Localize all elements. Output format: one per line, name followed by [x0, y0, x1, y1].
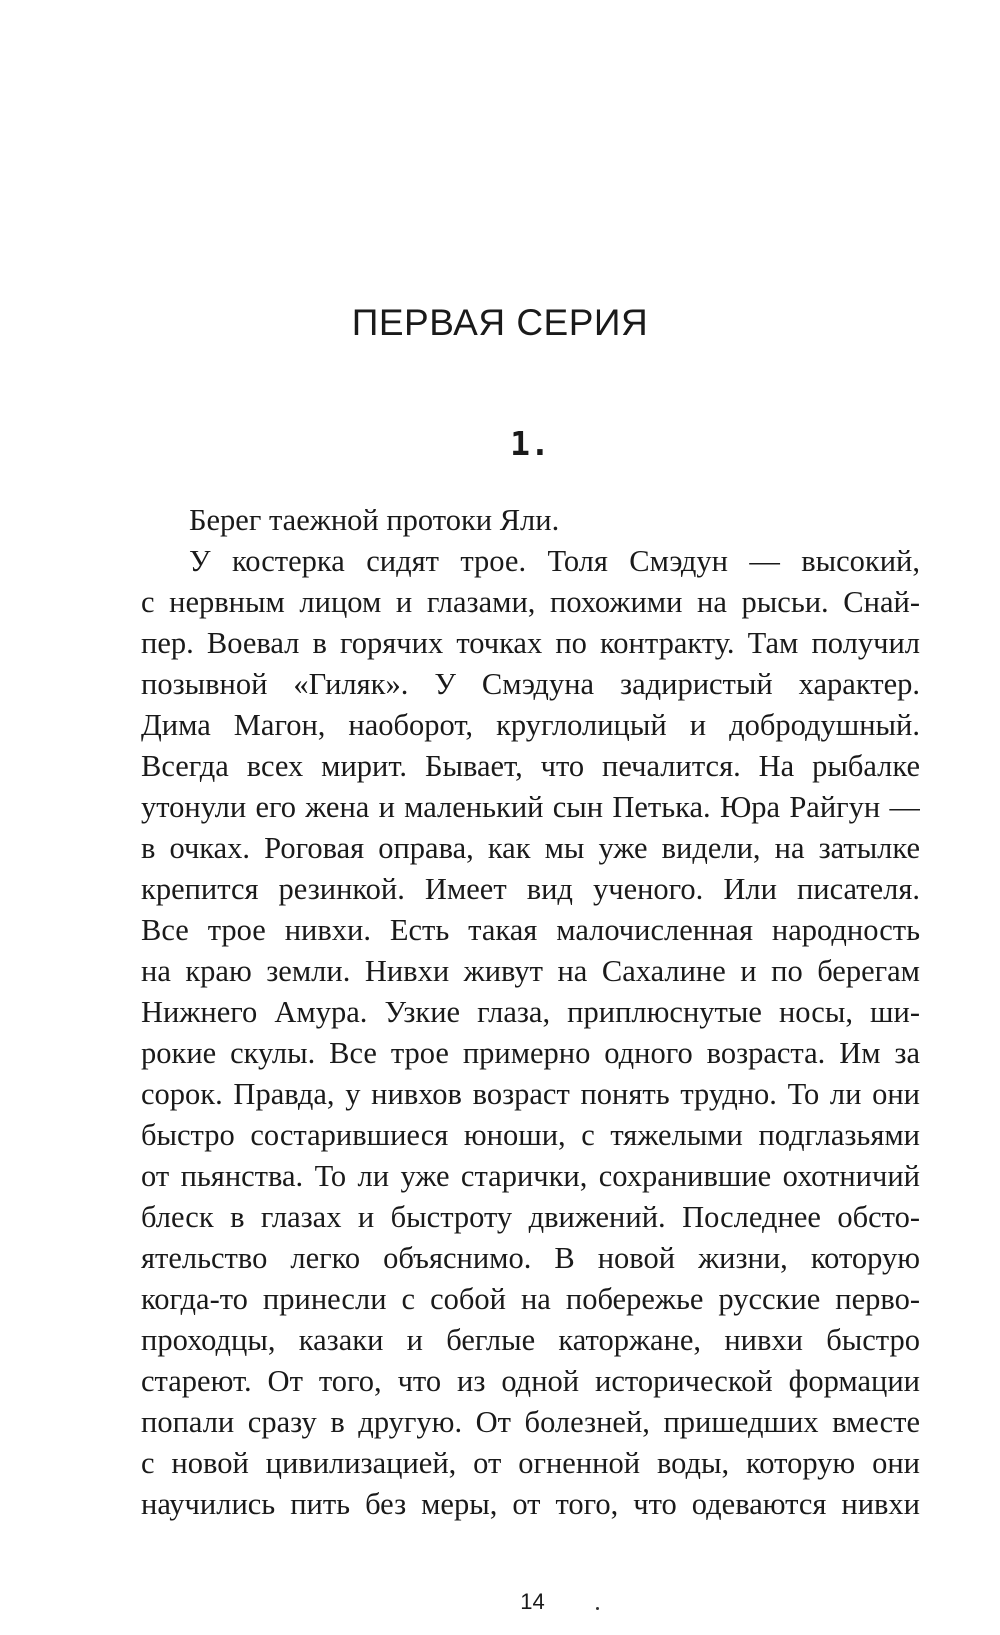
text-line: блеск в глазах и быстроту движений. Последнее обсто-: [141, 1200, 920, 1234]
text-line: с новой цивилизацией, от огненной воды, которую они: [141, 1446, 920, 1480]
chapter-number: 1.: [510, 424, 550, 463]
text-line: Всегда всех мирит. Бывает, что печалится. На рыбалке: [141, 749, 920, 783]
text-line: научились пить без меры, от того, что одеваются нивхи: [141, 1487, 920, 1521]
text-line: рокие скулы. Все трое примерно одного возраста. Им за: [141, 1036, 920, 1070]
text-line: Все трое нивхи. Есть такая малочисленная народность: [141, 913, 920, 947]
text-line: Берег таежной протоки Яли.: [189, 503, 560, 537]
text-line: Нижнего Амура. Узкие глаза, приплюснутые носы, ши-: [141, 995, 920, 1029]
body-text: [141, 500, 920, 1525]
text-line: попали сразу в другую. От болезней, пришедших вместе: [141, 1405, 920, 1439]
text-line: когда-то принесли с собой на побережье русские перво-: [141, 1282, 920, 1316]
part-title: ПЕРВАЯ СЕРИЯ: [351, 302, 649, 343]
text-line: на краю земли. Нивхи живут на Сахалине и по берегам: [141, 954, 920, 988]
text-line: стареют. От того, что из одной исторической формации: [141, 1364, 920, 1398]
page-number: 14: [520, 1589, 545, 1614]
text-line: Дима Магон, наоборот, круглолицый и добродушный.: [141, 708, 920, 742]
text-line: с нервным лицом и глазами, похожими на рысьи. Снай-: [141, 585, 920, 619]
text-line: сорок. Правда, у нивхов возраст понять трудно. То ли они: [141, 1077, 920, 1111]
text-line: от пьянства. То ли уже старички, сохранившие охотничий: [141, 1159, 920, 1193]
text-line: пер. Воевал в горячих точках по контракту. Там получил: [141, 626, 920, 660]
text-line: в очках. Роговая оправа, как мы уже видели, на затылке: [141, 831, 920, 865]
text-line: У костерка сидят трое. Толя Смэдун — высокий,: [189, 544, 920, 578]
text-line: проходцы, казаки и беглые каторжане, нивхи быстро: [141, 1323, 920, 1357]
text-line: позывной «Гиляк». У Смэдуна задиристый характер.: [141, 667, 920, 701]
text-line: крепится резинкой. Имеет вид ученого. Или писателя.: [141, 872, 920, 906]
text-line: утонули его жена и маленький сын Петька. Юра Райгун —: [141, 790, 920, 824]
print-speck: [596, 1607, 599, 1610]
text-line: быстро состарившиеся юноши, с тяжелыми подглазьями: [141, 1118, 920, 1152]
text-line: ятельство легко объяснимо. В новой жизни, которую: [141, 1241, 920, 1275]
